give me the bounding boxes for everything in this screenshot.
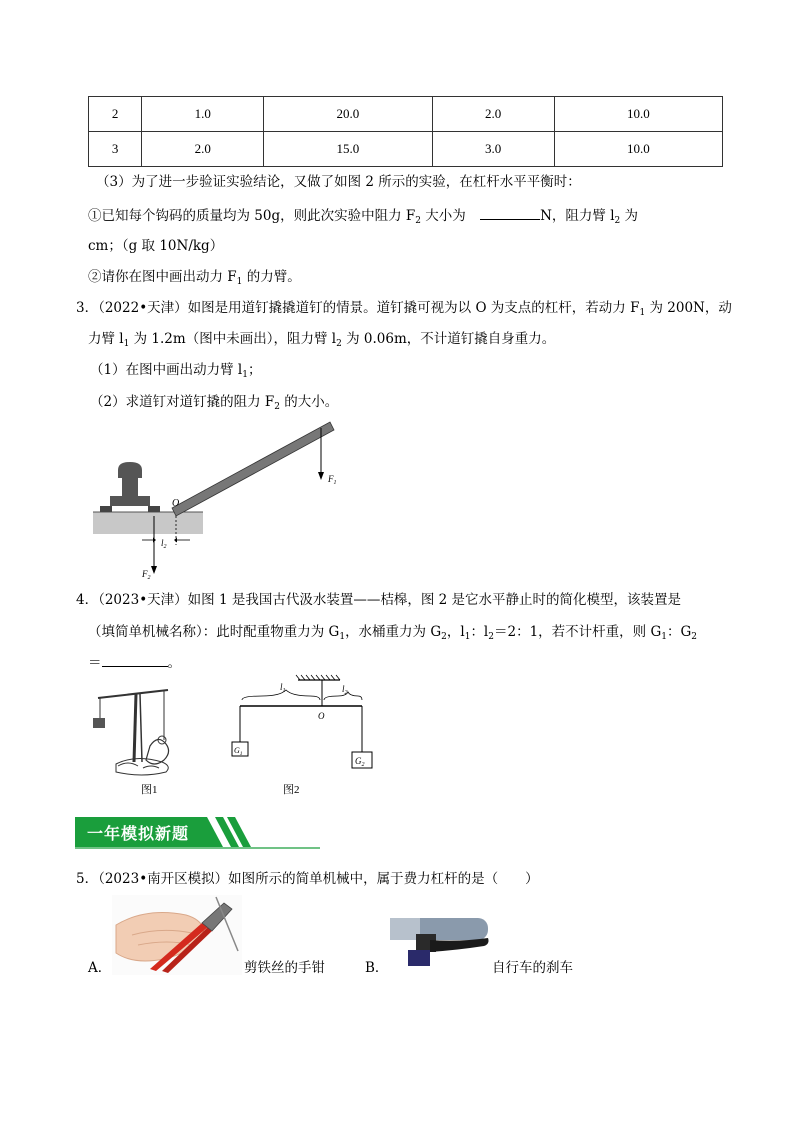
- subscript: 1: [639, 308, 646, 318]
- q3-text: 为 0.06m，不计道钉撬自身重力。: [341, 331, 556, 347]
- q2-sub2-text: 的力臂。: [242, 269, 301, 285]
- q4-line3: [88, 652, 181, 673]
- bolt: [148, 506, 160, 512]
- table-cell: 3.0: [432, 132, 554, 167]
- q4-text: ：G: [667, 624, 692, 640]
- subscript: 1: [236, 277, 243, 287]
- q2-sub1-text: 大小为: [421, 208, 466, 224]
- table-cell: 1.0: [142, 97, 264, 132]
- q4-line2: [88, 621, 697, 642]
- subscript: 2: [614, 216, 621, 226]
- sketch-weight: [93, 718, 105, 728]
- table-cell: 3: [89, 132, 142, 167]
- q2-part3-intro: （3）为了进一步验证实验结论，又做了如图 2 所示的实验，在杠杆水平平衡时：: [96, 174, 581, 190]
- lever-model-figure: [228, 672, 388, 778]
- g2-label: $G_2$: [355, 756, 365, 768]
- q3-part2: [90, 392, 338, 412]
- brake-lever: [430, 938, 489, 952]
- q3-line1: [76, 298, 732, 318]
- q4-text: ＝2：1，若不计杆重，则 G: [494, 624, 662, 640]
- q3-text: 为 1.2m（图中未画出），阻力臂 l: [129, 331, 337, 347]
- answer-blank[interactable]: [480, 205, 540, 220]
- table-cell: 10.0: [554, 132, 722, 167]
- crowbar-figure: [88, 420, 358, 585]
- table-cell: 2.0: [142, 132, 264, 167]
- q3-line2: [88, 329, 555, 349]
- subscript: 1: [661, 632, 667, 642]
- subscript: 2: [441, 632, 447, 642]
- fig2-caption: 图2: [283, 784, 300, 796]
- q3-text: 为 200N，动: [645, 300, 732, 316]
- pivot-label-o: O: [318, 711, 325, 721]
- q3-text: ；: [247, 362, 262, 378]
- q2-sub1-text: 为: [620, 208, 639, 224]
- q3-text: 力臂 l: [88, 331, 124, 347]
- section-title: 一年模拟新题: [87, 824, 190, 843]
- l2-label: $l_2$: [342, 684, 348, 696]
- q3-text: 3．（2022•天津）如图是用道钉撬撬道钉的情景。道钉撬可视为以 O 为支点的杠杆，若动力 F: [76, 300, 640, 316]
- section-banner: [75, 815, 320, 849]
- subscript: 2: [336, 339, 342, 349]
- table-cell: 10.0: [554, 97, 722, 132]
- bike-brake-image: [390, 910, 490, 972]
- q4-line1: 4．（2023•天津）如图 1 是我国古代汲水装置——桔槔，图 2 是它水平静止时的简化模型，该装置是: [76, 592, 682, 608]
- q4-text: 。: [167, 655, 181, 671]
- q2-sub1-line1: [88, 205, 638, 226]
- subscript: 1: [242, 370, 248, 380]
- f2-label: $F_2$: [142, 569, 151, 581]
- table-cell: 2: [89, 97, 142, 132]
- sketch-post: [140, 694, 142, 762]
- ceiling-hatch: [296, 675, 340, 680]
- f2-arrowhead: [151, 566, 157, 574]
- subscript: 2: [274, 402, 280, 412]
- q4-text: ：l: [470, 624, 489, 640]
- q2-sub1-text: ①已知每个钩码的质量均为 50g，则此次实验中阻力 F: [88, 208, 416, 224]
- subscript: 2: [691, 632, 698, 642]
- q5-stem: 5．（2023•南开区模拟）如图所示的简单机械中，属于费力杠杆的是（ ）: [76, 871, 539, 887]
- q2-sub2-text: ②请你在图中画出动力 F: [88, 269, 237, 285]
- l2-label: $l_2$: [161, 538, 167, 550]
- shadoof-sketch: [88, 680, 188, 780]
- l1-label: $l_1$: [280, 682, 286, 694]
- sketch-post: [134, 694, 136, 762]
- g1-label: $G_1$: [234, 746, 243, 757]
- bolt: [100, 506, 112, 512]
- subscript: 2: [415, 216, 422, 226]
- fig1-caption: 图1: [141, 784, 158, 796]
- brake-cable-body: [408, 950, 430, 966]
- q4-text: ，l: [446, 624, 465, 640]
- crowbar-bar: [172, 422, 334, 516]
- subscript: 1: [123, 339, 130, 349]
- option-b-text: 自行车的刹车: [492, 960, 573, 976]
- handlebar-tube: [390, 918, 420, 940]
- option-b-letter[interactable]: B．: [365, 960, 389, 976]
- option-a-text: 剪铁丝的手钳: [244, 960, 325, 976]
- sketch-beam: [98, 690, 168, 698]
- q3-text: （1）在图中画出动力臂 l: [90, 362, 243, 378]
- q3-part1: [90, 360, 261, 380]
- f1-arrowhead: [318, 472, 324, 480]
- table-cell: 20.0: [264, 97, 432, 132]
- q4-text: ＝: [88, 655, 102, 671]
- subscript: 1: [339, 632, 346, 642]
- subscript: 1: [464, 632, 471, 642]
- table-cell: 2.0: [432, 97, 554, 132]
- q4-text: ，水桶重力为 G: [345, 624, 442, 640]
- q4-text: （填简单机械名称）：此时配重物重力为 G: [88, 624, 340, 640]
- q2-sub1-line2: cm；（g 取 10N/kg）: [88, 238, 224, 254]
- pivot-label-o: O: [172, 498, 180, 509]
- rail-shape: [110, 462, 150, 506]
- l2-arrowhead: [174, 538, 177, 543]
- data-table: [88, 96, 723, 167]
- q3-text: 的大小。: [279, 394, 339, 410]
- q2-sub2: [88, 267, 301, 287]
- q3-text: （2）求道钉对道钉撬的阻力 F: [90, 394, 275, 410]
- q2-sub1-text: N，阻力臂 l: [540, 208, 615, 224]
- answer-blank[interactable]: [102, 652, 168, 667]
- f1-label: $F_1$: [328, 474, 337, 486]
- table-cell: 15.0: [264, 132, 432, 167]
- ground-block: [93, 512, 203, 534]
- pliers-image: [112, 895, 242, 975]
- subscript: 2: [488, 632, 494, 642]
- table-row: [89, 132, 723, 167]
- table-row: [89, 97, 723, 132]
- option-a-letter[interactable]: A．: [88, 960, 112, 976]
